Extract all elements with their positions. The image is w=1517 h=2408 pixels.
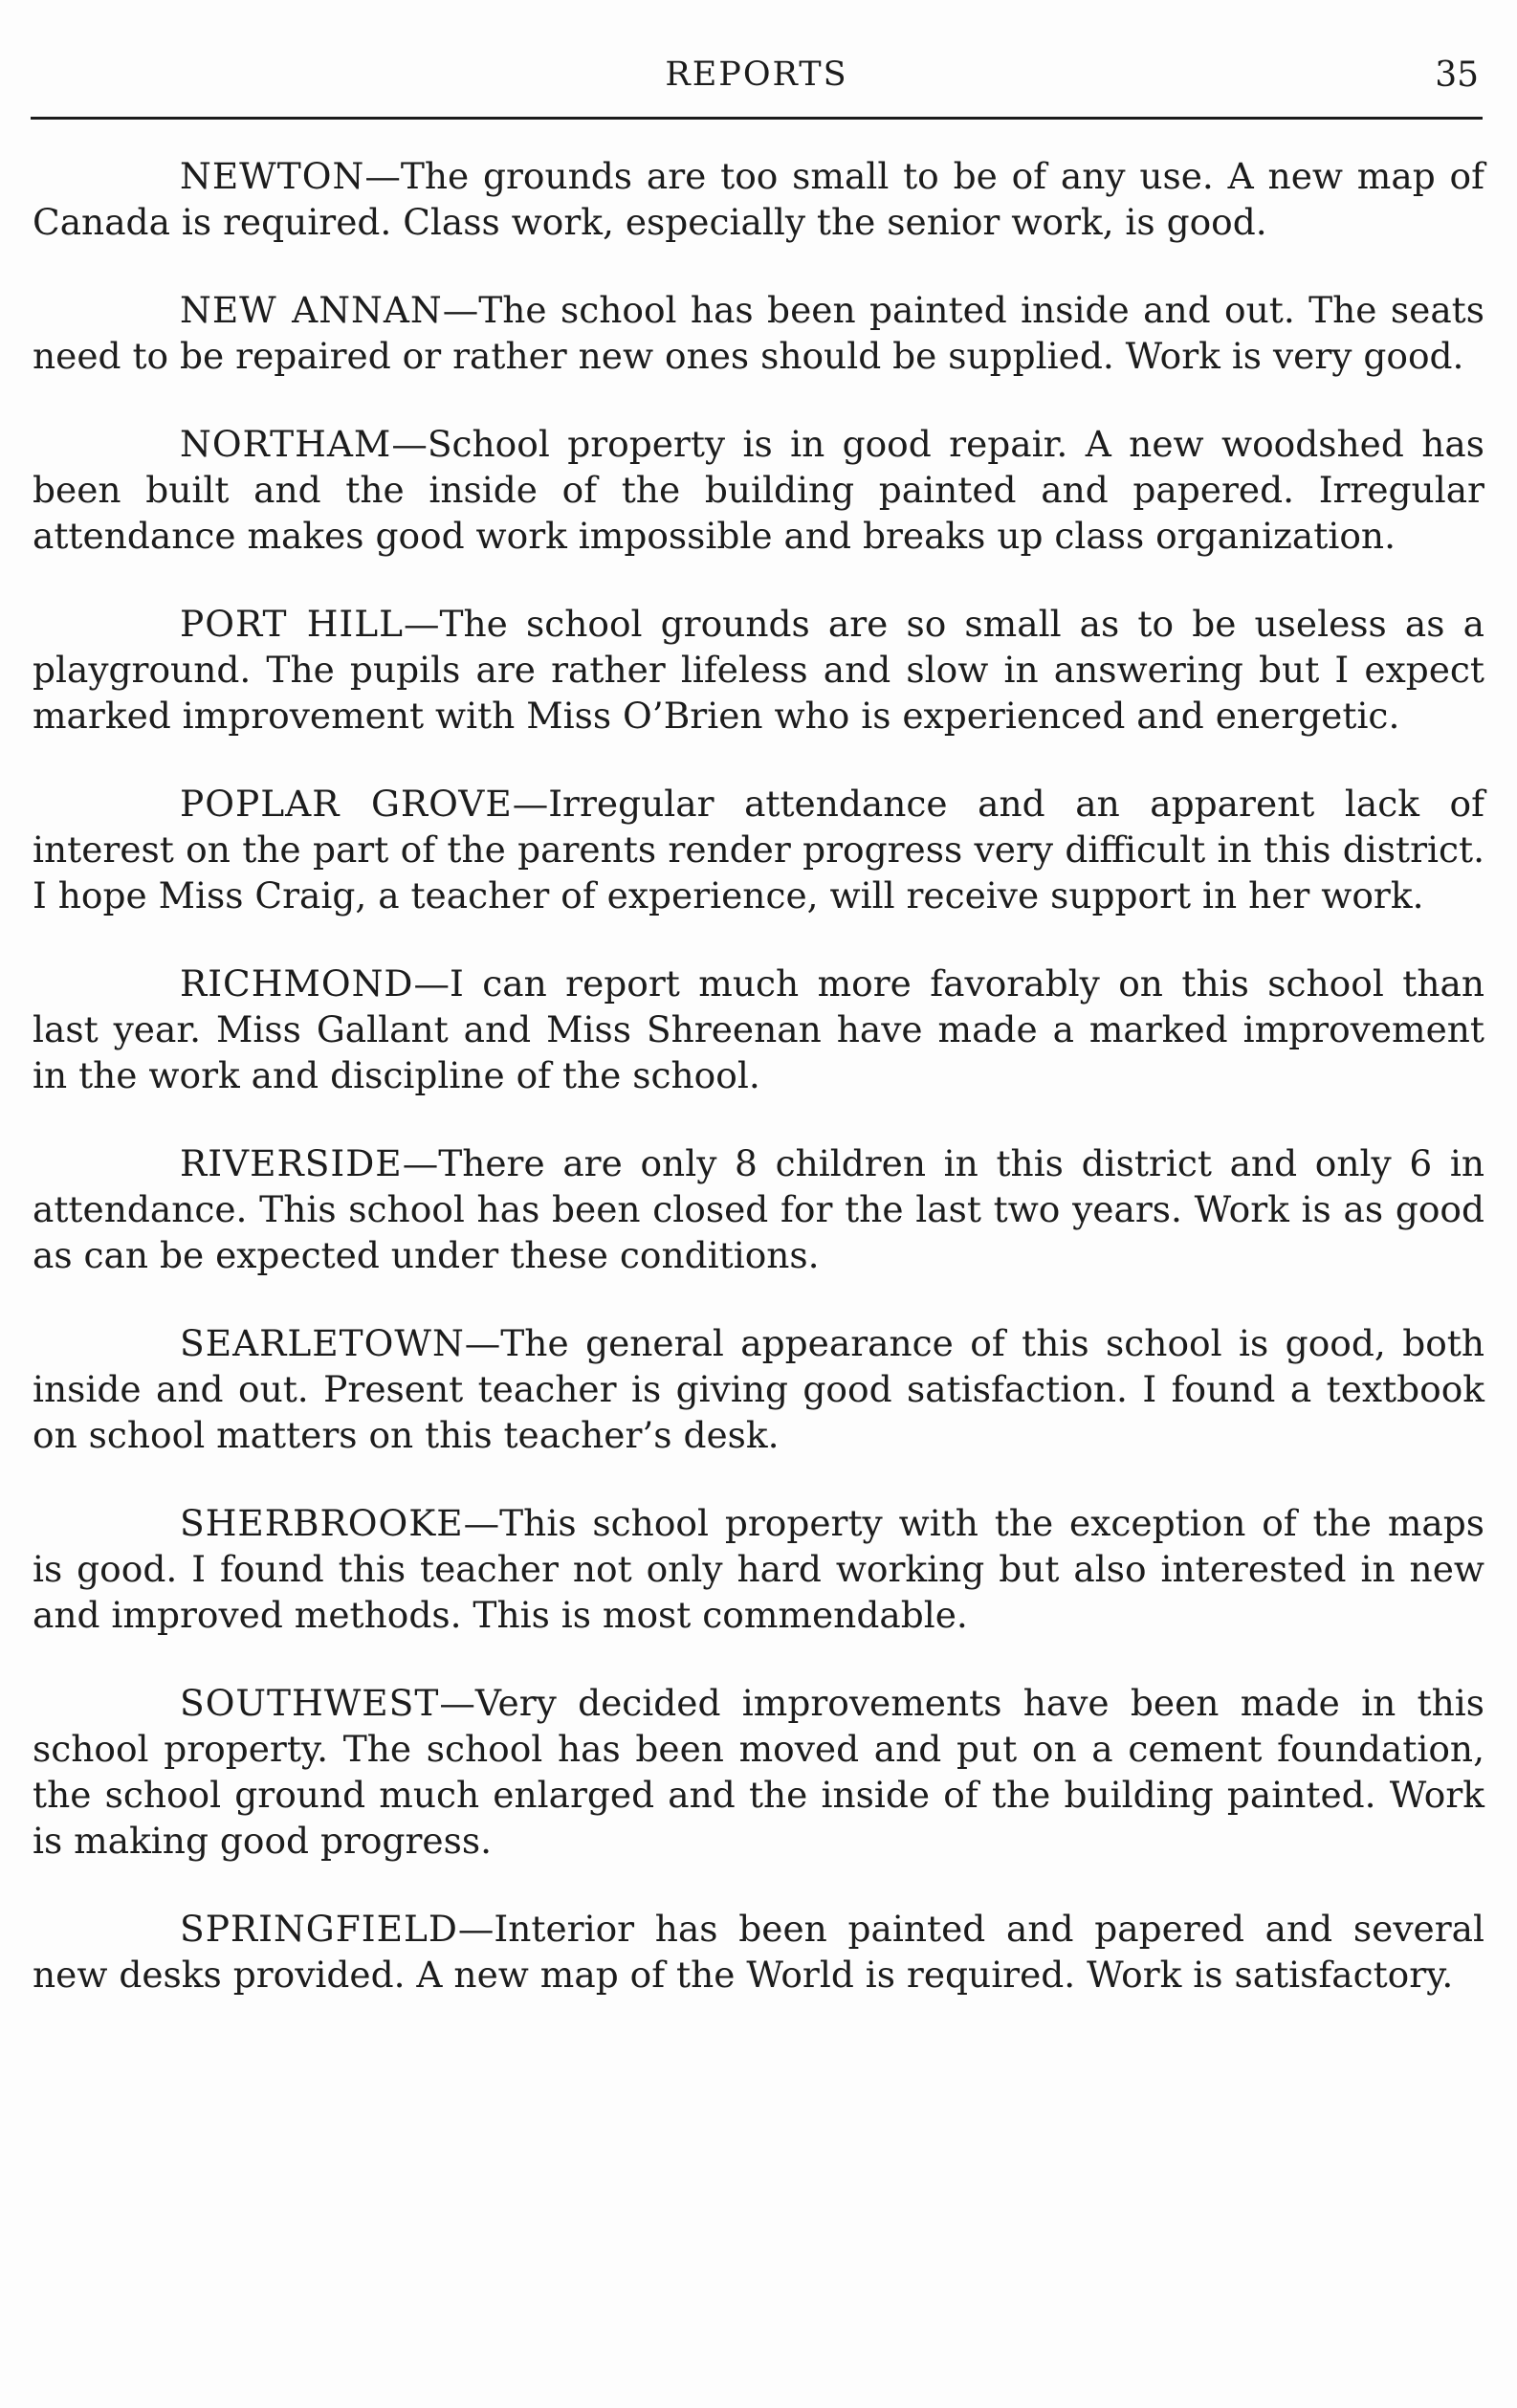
school-name: POPLAR GROVE	[180, 783, 513, 825]
school-name: NORTHAM	[180, 423, 392, 465]
report-paragraph-poplar-grove	[33, 781, 1484, 918]
report-text: —The school has been painted inside and out. The seats need to be repaired or rather new ones should be supplied. Work is very good.	[33, 289, 1484, 377]
page-header	[31, 55, 1483, 119]
report-text: —Irregular attendance and an apparent lack of interest on the part of the parents render progress very difficult in this district. I hope Miss Craig, a teacher of experience, will receive support in her work.	[33, 783, 1485, 917]
report-paragraph-port-hill	[33, 601, 1484, 739]
report-text: —The grounds are too small to be of any use. A new map of Canada is required. Class work, especially the senior work, is good.	[33, 155, 1484, 243]
report-text: —There are only 8 children in this district and only 6 in attendance. This school has been closed for the last two years. Work is as good as can be expected under these conditions.	[33, 1142, 1484, 1276]
school-name: NEW ANNAN	[180, 289, 443, 331]
school-name: NEWTON	[180, 155, 365, 197]
report-paragraph-sherbrooke	[33, 1500, 1484, 1638]
report-text: —Very decided improvements have been made in this school property. The school has been moved and put on a cement foundation, the school ground much enlarged and the inside of the building painted. Work is making good progress.	[33, 1682, 1484, 1862]
report-paragraph-springfield	[33, 1906, 1484, 1998]
report-paragraph-newton	[33, 153, 1484, 245]
report-paragraph-searletown	[33, 1320, 1484, 1458]
report-text: —I can report much more favorably on this school than last year. Miss Gallant and Miss Shreenan have made a marked improvement in the work and discipline of the school.	[33, 962, 1484, 1096]
report-text: —This school property with the exception of the maps is good. I found this teacher not only hard working but also interested in new and improved methods. This is most commendable.	[33, 1502, 1484, 1636]
report-paragraph-riverside	[33, 1140, 1484, 1278]
report-paragraph-northam	[33, 421, 1484, 559]
report-text: —The general appearance of this school is good, both inside and out. Present teacher is giving good satisfaction. I found a textbook on school matters on this teacher’s desk.	[33, 1322, 1484, 1456]
report-text: —Interior has been painted and papered and several new desks provided. A new map of the World is required. Work is satisfactory.	[33, 1908, 1484, 1996]
report-text: —School property is in good repair. A new woodshed has been built and the inside of the building painted and papered. Irregular attendance makes good work impossible and breaks up class organization.	[33, 423, 1484, 557]
header-rule	[31, 117, 1483, 120]
school-name: SOUTHWEST	[180, 1682, 440, 1724]
school-name: PORT HILL	[180, 603, 405, 645]
report-paragraph-richmond	[33, 961, 1484, 1098]
school-name: SHERBROOKE	[180, 1502, 464, 1544]
school-name: SPRINGFIELD	[180, 1908, 458, 1950]
report-text: —The school grounds are so small as to be useless as a playground. The pupils are rather lifeless and slow in answering but I expect marked improvement with Miss O’Brien who is experienced and energetic.	[33, 603, 1484, 737]
school-name: SEARLETOWN	[180, 1322, 465, 1364]
report-paragraph-southwest	[33, 1680, 1484, 1864]
report-paragraph-new-annan	[33, 287, 1484, 379]
school-name: RICHMOND	[180, 962, 414, 1005]
running-head: REPORTS	[665, 55, 848, 94]
page-number: 35	[1435, 55, 1479, 95]
report-body	[33, 153, 1484, 2040]
school-name: RIVERSIDE	[180, 1142, 403, 1184]
